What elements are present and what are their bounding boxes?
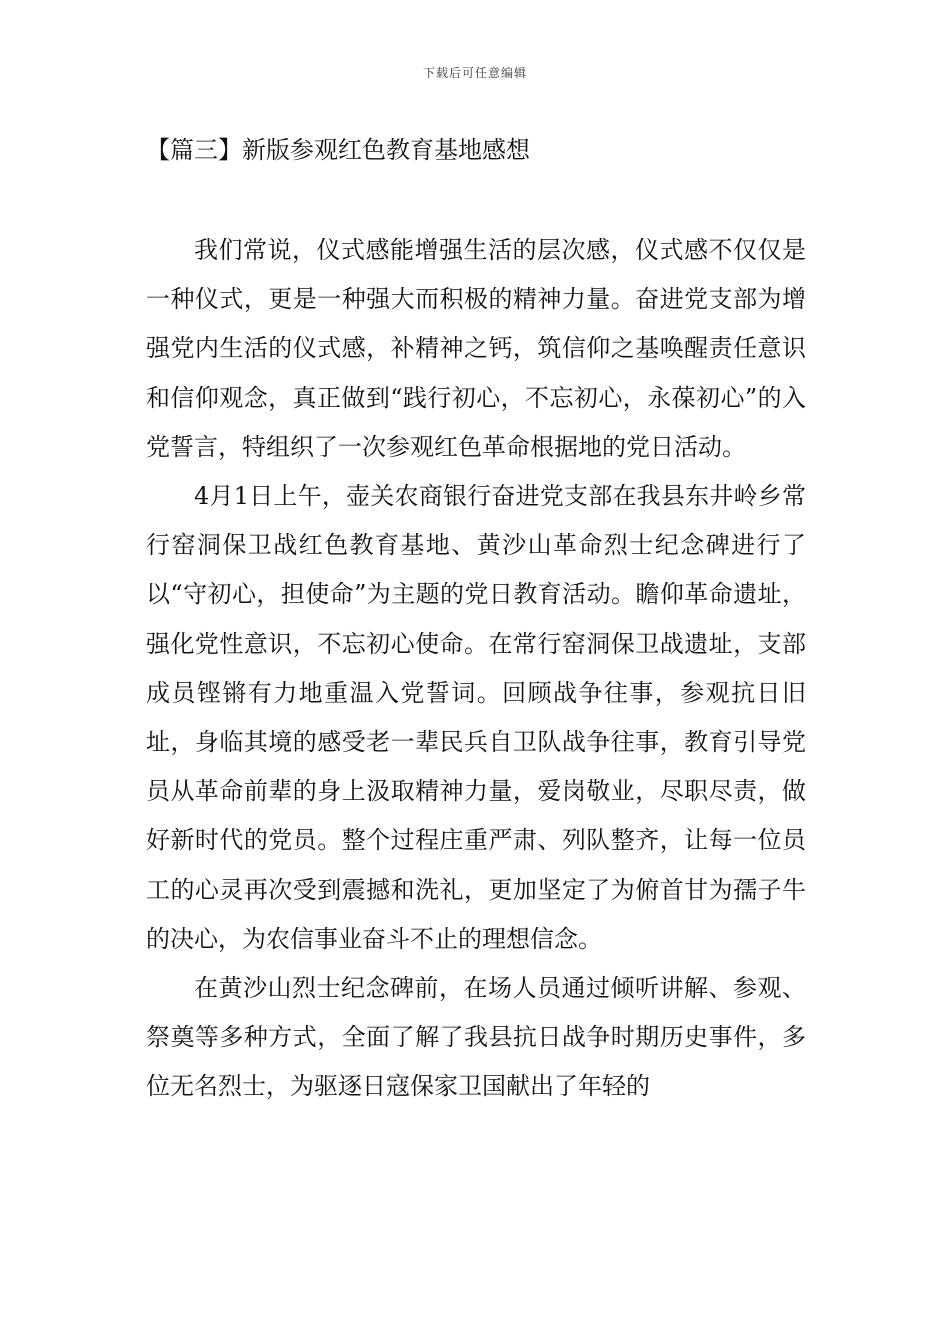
document-title: 【篇三】新版参观红色教育基地感想 xyxy=(146,136,530,164)
page-header-note: 下载后可任意编辑 xyxy=(422,66,527,80)
paragraph-1: 我们常说，仪式感能增强生活的层次感，仪式感不仅仅是一种仪式，更是一种强大而积极的精神力量。奋进党支部为增强党内生活的仪式感，补精神之钙，筑信仰之基唤醒责任意识和信仰观念，真正做到“践行初心，不忘初心，永葆初心”的入党誓言，特组织了一次参观红色革命根据地的党日活动。 xyxy=(146,236,806,461)
document-body xyxy=(146,226,806,1112)
paragraph-2: 4月1日上午，壶关农商银行奋进党支部在我县东井岭乡常行窑洞保卫战红色教育基地、黄沙山革命烈士纪念碑进行了以“守初心，担使命”为主题的党日教育活动。瞻仰革命遗址，强化党性意识，不忘初心使命。在常行窑洞保卫战遗址，支部成员铿锵有力地重温入党誓词。回顾战争往事，参观抗日旧址，身临其境的感受老一辈民兵自卫队战争往事，教育引导党员从革命前辈的身上汲取精神力量，爱岗敬业，尽职尽责，做好新时代的党员。整个过程庄重严肃、列队整齐，让每一位员工的心灵再次受到震撼和洗礼，更加坚定了为俯首甘为孺子牛的决心，为农信事业奋斗不止的理想信念。 xyxy=(146,482,806,953)
paragraph-3: 在黄沙山烈士纪念碑前，在场人员通过倾听讲解、参观、祭奠等多种方式，全面了解了我县抗日战争时期历史事件，多位无名烈士，为驱逐日寇保家卫国献出了年轻的 xyxy=(146,974,806,1101)
